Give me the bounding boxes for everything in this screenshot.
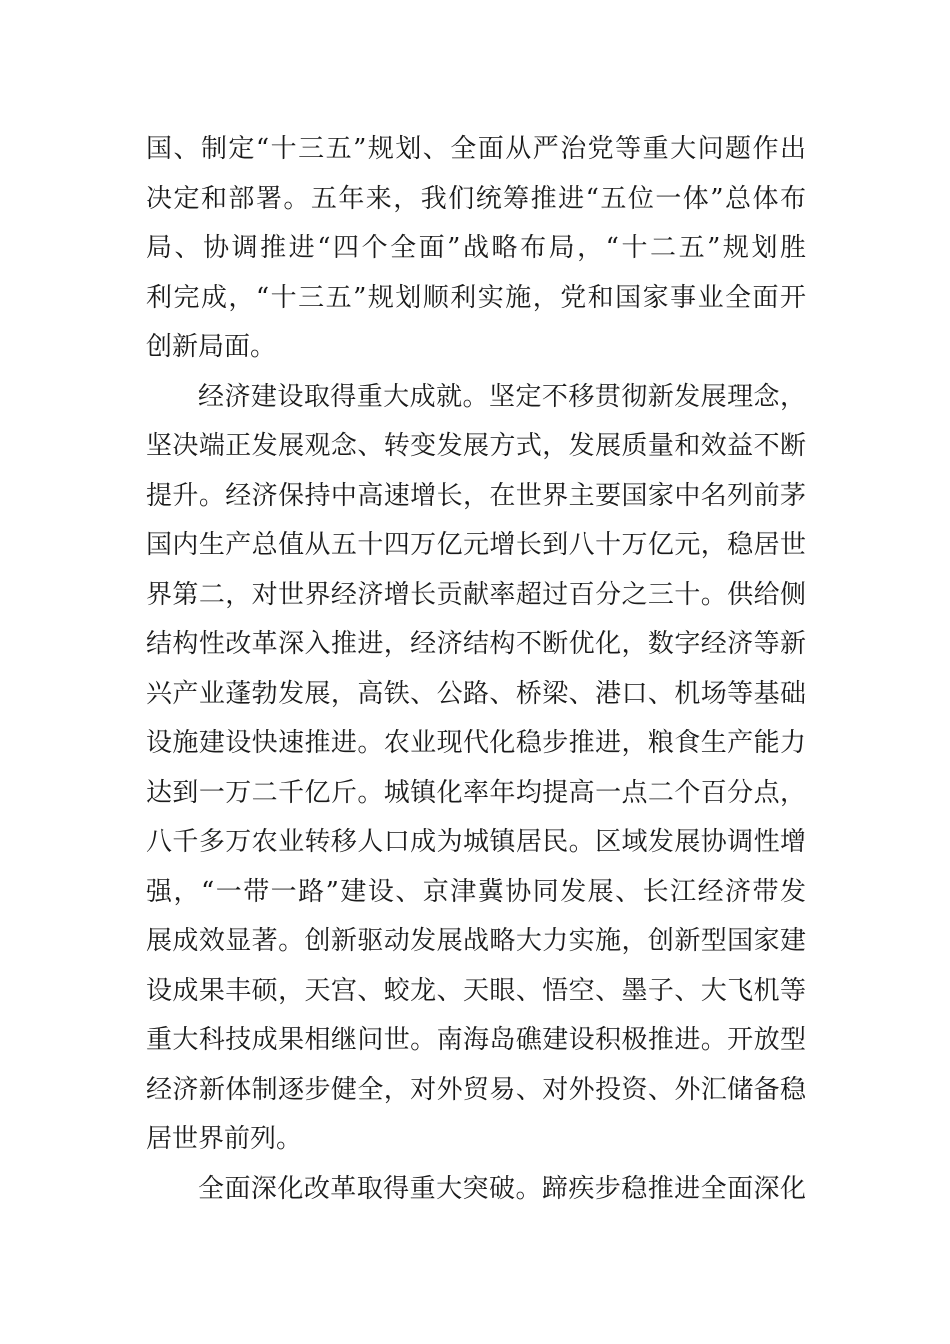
text-line: 强，“一带一路”建设、京津冀协同发展、长江经济带发 (146, 876, 806, 907)
text-line: 提升。经济保持中高速增长，在世界主要国家中名列前茅 (146, 480, 806, 511)
text-line: 经济建设取得重大成就。坚定不移贯彻新发展理念， (198, 381, 806, 412)
text-line: 决定和部署。五年来，我们统筹推进“五位一体”总体布 (146, 183, 806, 214)
text-line: 设施建设快速推进。农业现代化稳步推进，粮食生产能力 (146, 728, 806, 758)
text-line: 居世界前列。 (146, 1124, 303, 1154)
paragraph-economy (146, 373, 806, 1165)
text-line: 经济新体制逐步健全，对外贸易、对外投资、外汇储备稳 (146, 1074, 806, 1105)
text-line: 利完成，“十三五”规划顺利实施，党和国家事业全面开 (146, 282, 806, 313)
paragraph-reform (146, 1165, 806, 1215)
text-line: 创新局面。 (146, 332, 277, 362)
paragraph-continuation (146, 125, 806, 373)
text-line: 设成果丰硕，天宫、蛟龙、天眼、悟空、墨子、大飞机等 (146, 975, 806, 1006)
text-line: 达到一万二千亿斤。城镇化率年均提高一点二个百分点， (146, 777, 806, 808)
text-line: 兴产业蓬勃发展，高铁、公路、桥梁、港口、机场等基础 (146, 678, 806, 709)
text-line: 全面深化改革取得重大突破。蹄疾步稳推进全面深化 (198, 1173, 806, 1204)
text-line: 展成效显著。创新驱动发展战略大力实施，创新型国家建 (146, 926, 806, 956)
text-line: 界第二，对世界经济增长贡献率超过百分之三十。供给侧 (146, 579, 806, 610)
document-page (146, 125, 806, 1214)
text-line: 国内生产总值从五十四万亿元增长到八十万亿元，稳居世 (146, 530, 806, 560)
text-line: 坚决端正发展观念、转变发展方式，发展质量和效益不断 (146, 431, 806, 461)
text-line: 结构性改革深入推进，经济结构不断优化，数字经济等新 (146, 629, 806, 659)
text-line: 重大科技成果相继问世。南海岛礁建设积极推进。开放型 (146, 1025, 806, 1055)
text-line: 局、协调推进“四个全面”战略布局，“十二五”规划胜 (146, 233, 806, 263)
text-line: 国、制定“十三五”规划、全面从严治党等重大问题作出 (146, 134, 806, 164)
text-line: 八千多万农业转移人口成为城镇居民。区域发展协调性增 (146, 827, 806, 857)
